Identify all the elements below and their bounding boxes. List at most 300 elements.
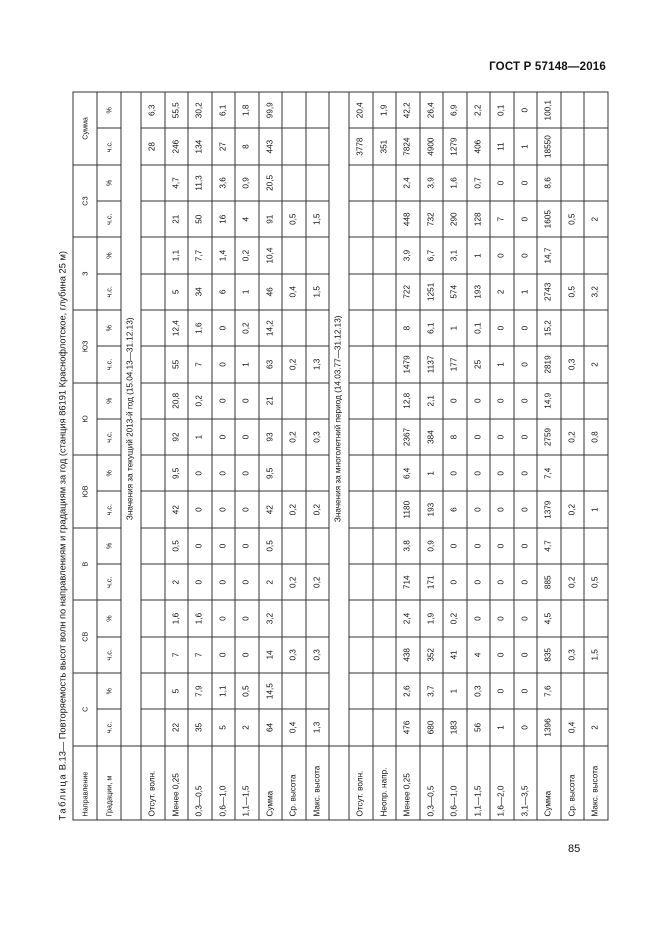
table-cell: 4,5: [537, 600, 561, 636]
table-cell: 56: [466, 709, 490, 745]
table-cell: [560, 128, 584, 164]
table-cell: 0,2: [235, 237, 259, 273]
table-cell: 438: [396, 636, 420, 672]
table-cell: [349, 709, 373, 745]
table-cell: 4: [466, 636, 490, 672]
table-cell: [372, 527, 396, 563]
table-cell: 1,6: [443, 164, 467, 200]
table-cell: 0: [513, 418, 537, 454]
table-cell: 5: [164, 672, 188, 708]
table-cell: 1,9: [372, 92, 396, 128]
direction-header: Ю: [73, 382, 97, 455]
table-cell: 3,9: [419, 164, 443, 200]
table-cell: 2,4: [396, 600, 420, 636]
table-cell: 3,6: [211, 164, 235, 200]
header-row-directions: [73, 92, 97, 820]
table-cell: 1279: [443, 128, 467, 164]
table-cell: [141, 672, 165, 708]
table-cell: [141, 237, 165, 273]
section-row: [329, 92, 349, 820]
table-cell: 0: [513, 382, 537, 418]
table-cell: 0: [466, 382, 490, 418]
table-cell: 1,3: [305, 346, 329, 382]
table-cell: 0: [211, 600, 235, 636]
table-cell: [349, 527, 373, 563]
table-cell: 0: [490, 418, 514, 454]
section-row: [121, 92, 141, 820]
table-cell: 1,6: [188, 309, 212, 345]
table-cell: 14,9: [537, 382, 561, 418]
table-cell: 0,3: [305, 636, 329, 672]
table-cell: 1: [490, 346, 514, 382]
table-cell: 6: [443, 491, 467, 527]
table-cell: 0: [235, 600, 259, 636]
corner-direction-label: Направление: [73, 745, 97, 819]
table-cell: [349, 672, 373, 708]
table-cell: 0,4: [282, 273, 306, 309]
table-cell: 0: [466, 564, 490, 600]
table-cell: 6,1: [211, 92, 235, 128]
subheader-count: ч.с.: [97, 273, 121, 309]
table-cell: 0: [235, 455, 259, 491]
table-cell: [372, 309, 396, 345]
table-cell: 0: [513, 709, 537, 745]
table-cell: 0,2: [282, 418, 306, 454]
table-cell: 1479: [396, 346, 420, 382]
table-cell: [141, 636, 165, 672]
table-cell: 4,7: [537, 527, 561, 563]
table-cell: 3,1: [443, 237, 467, 273]
table-row: [537, 92, 561, 820]
table-cell: 15,2: [537, 309, 561, 345]
table-cell: 0: [188, 491, 212, 527]
table-cell: 351: [372, 128, 396, 164]
direction-header: З: [73, 237, 97, 310]
table-cell: 0,1: [490, 92, 514, 128]
direction-header: ЮЗ: [73, 309, 97, 382]
subheader-count: ч.с.: [97, 418, 121, 454]
subheader-count: ч.с.: [97, 636, 121, 672]
page-number: 85: [568, 843, 581, 855]
table-cell: 10,4: [258, 237, 282, 273]
table-cell: 0,1: [466, 309, 490, 345]
table-cell: 0: [235, 418, 259, 454]
table-cell: 1,4: [211, 237, 235, 273]
table-cell: 2: [258, 564, 282, 600]
table-cell: 0: [490, 164, 514, 200]
table-cell: 0: [235, 527, 259, 563]
section-spacer: [329, 745, 349, 819]
row-label: Макс. высота: [584, 745, 608, 819]
table-cell: [305, 309, 329, 345]
table-cell: 9,5: [258, 455, 282, 491]
row-label: Сумма: [537, 745, 561, 819]
table-cell: 0,2: [305, 491, 329, 527]
table-cell: 0,5: [282, 201, 306, 237]
table-cell: [141, 564, 165, 600]
table-row: [490, 92, 514, 820]
caption-prefix: Таблица: [57, 772, 67, 820]
table-cell: [584, 600, 608, 636]
table-cell: [372, 600, 396, 636]
table-cell: 2: [490, 273, 514, 309]
table-cell: [141, 382, 165, 418]
table-cell: [349, 237, 373, 273]
table-cell: 0,2: [188, 382, 212, 418]
row-label: Сумма: [258, 745, 282, 819]
table-cell: 0: [466, 455, 490, 491]
table-row: [141, 92, 165, 820]
table-cell: [560, 455, 584, 491]
table-row: [372, 92, 396, 820]
table-cell: 7: [188, 636, 212, 672]
table-cell: 63: [258, 346, 282, 382]
table-cell: 55,5: [164, 92, 188, 128]
table-cell: [349, 455, 373, 491]
table-cell: 0: [211, 455, 235, 491]
table-cell: 0: [211, 491, 235, 527]
table-cell: 183: [443, 709, 467, 745]
table-cell: 1,1: [164, 237, 188, 273]
table-cell: 0,3: [560, 346, 584, 382]
table-cell: [282, 527, 306, 563]
table-cell: 3,2: [258, 600, 282, 636]
subheader-count: ч.с.: [97, 128, 121, 164]
table-cell: 27: [211, 128, 235, 164]
table-cell: [282, 382, 306, 418]
subheader-count: ч.с.: [97, 491, 121, 527]
table-cell: 12,4: [164, 309, 188, 345]
table-cell: [584, 164, 608, 200]
subheader-count: ч.с.: [97, 346, 121, 382]
table-cell: [584, 128, 608, 164]
table-cell: [372, 709, 396, 745]
row-label: 0,6—1,0: [211, 745, 235, 819]
table-cell: 5: [211, 709, 235, 745]
table-cell: 0: [513, 92, 537, 128]
table-cell: 0: [443, 527, 467, 563]
table-cell: 128: [466, 201, 490, 237]
table-cell: 0: [513, 237, 537, 273]
table-cell: 0,5: [235, 672, 259, 708]
table-cell: 177: [443, 346, 467, 382]
table-cell: 42: [258, 491, 282, 527]
table-cell: [141, 709, 165, 745]
row-label: 3,1—3,5: [513, 745, 537, 819]
table-cell: [305, 92, 329, 128]
table-cell: 2819: [537, 346, 561, 382]
table-cell: 290: [443, 201, 467, 237]
table-cell: 14,2: [258, 309, 282, 345]
section-spacer: [121, 745, 141, 819]
row-label: 1,1—1,5: [466, 745, 490, 819]
table-cell: 0,2: [282, 564, 306, 600]
table-cell: [372, 346, 396, 382]
table-cell: 8: [443, 418, 467, 454]
table-cell: 16: [211, 201, 235, 237]
table-cell: 1: [490, 709, 514, 745]
table-cell: 7,6: [537, 672, 561, 708]
table-cell: 3778: [349, 128, 373, 164]
table-cell: 0: [513, 672, 537, 708]
table-cell: [560, 382, 584, 418]
table-cell: 0: [513, 600, 537, 636]
table-cell: 1,5: [305, 273, 329, 309]
table-cell: [349, 201, 373, 237]
table-cell: [349, 309, 373, 345]
table-cell: 0,2: [560, 491, 584, 527]
table-cell: 0: [235, 636, 259, 672]
table-cell: 2: [584, 201, 608, 237]
table-row: [443, 92, 467, 820]
subheader-percent: %: [97, 382, 121, 418]
table-cell: 885: [537, 564, 561, 600]
table-cell: 99,9: [258, 92, 282, 128]
table-cell: 7: [490, 201, 514, 237]
table-row: [211, 92, 235, 820]
table-cell: [560, 92, 584, 128]
table-cell: 4900: [419, 128, 443, 164]
table-cell: [141, 455, 165, 491]
row-label: Неопр. напр.: [372, 745, 396, 819]
table-cell: 18550: [537, 128, 561, 164]
table-row: [560, 92, 584, 820]
table-cell: [282, 128, 306, 164]
table-row: [349, 92, 373, 820]
table-cell: [349, 164, 373, 200]
table-cell: 1379: [537, 491, 561, 527]
row-label: Отсут. волн.: [349, 745, 373, 819]
table-cell: [282, 672, 306, 708]
table-cell: [372, 491, 396, 527]
table-cell: [141, 491, 165, 527]
row-label: Отсут. волн.: [141, 745, 165, 819]
table-row: [305, 92, 329, 820]
table-cell: 406: [466, 128, 490, 164]
table-cell: 0: [490, 564, 514, 600]
table-cell: [372, 636, 396, 672]
table-cell: [372, 273, 396, 309]
table-cell: [141, 346, 165, 382]
table-cell: 7: [188, 346, 212, 382]
table-cell: 0: [490, 237, 514, 273]
table-row: [466, 92, 490, 820]
table-cell: [349, 346, 373, 382]
subheader-percent: %: [97, 92, 121, 128]
table-cell: 0,3: [305, 418, 329, 454]
table-cell: 0,8: [584, 418, 608, 454]
table-cell: 1137: [419, 346, 443, 382]
table-cell: 64: [258, 709, 282, 745]
table-row: [584, 92, 608, 820]
subheader-count: ч.с.: [97, 709, 121, 745]
table-cell: 55: [164, 346, 188, 382]
table-cell: 193: [419, 491, 443, 527]
table-cell: 6,9: [443, 92, 467, 128]
table-cell: [372, 237, 396, 273]
table-cell: [141, 600, 165, 636]
row-label: 1,6—2,0: [490, 745, 514, 819]
table-cell: 1,9: [419, 600, 443, 636]
table-cell: [349, 564, 373, 600]
table-cell: 2: [235, 709, 259, 745]
table-cell: 0: [490, 455, 514, 491]
table-cell: [305, 527, 329, 563]
table-cell: [584, 672, 608, 708]
table-cell: 1: [466, 237, 490, 273]
table-cell: [349, 418, 373, 454]
table-cell: [560, 237, 584, 273]
table-cell: 0: [513, 636, 537, 672]
caption-text: — Повторяемость высот волн по направлениям и градациям за год (станция 86191 Краснофлотское, глубина 25 м): [57, 250, 67, 751]
table-cell: 0,5: [258, 527, 282, 563]
table-cell: 171: [419, 564, 443, 600]
table-cell: 14,7: [537, 237, 561, 273]
table-caption: [55, 91, 69, 820]
table-cell: 11: [490, 128, 514, 164]
table-cell: 0: [211, 346, 235, 382]
table-row: [164, 92, 188, 820]
table-cell: 20,4: [349, 92, 373, 128]
table-cell: 1,6: [164, 600, 188, 636]
table-row: [235, 92, 259, 820]
table-cell: [305, 164, 329, 200]
table-cell: 0: [490, 527, 514, 563]
table-cell: [584, 527, 608, 563]
table-cell: 0: [513, 491, 537, 527]
subheader-percent: %: [97, 600, 121, 636]
table-cell: [372, 201, 396, 237]
table-cell: 680: [419, 709, 443, 745]
table-cell: 0,3: [560, 636, 584, 672]
row-label: Менее 0,25: [396, 745, 420, 819]
table-cell: 12,8: [396, 382, 420, 418]
table-cell: 0: [513, 346, 537, 382]
table-cell: 34: [188, 273, 212, 309]
table-cell: 0: [211, 527, 235, 563]
table-cell: [349, 491, 373, 527]
table-cell: [560, 527, 584, 563]
table-cell: 5: [164, 273, 188, 309]
wave-frequency-table: [72, 91, 608, 820]
table-cell: 0: [490, 600, 514, 636]
table-cell: 21: [258, 382, 282, 418]
table-cell: [305, 237, 329, 273]
table-cell: 246: [164, 128, 188, 164]
table-cell: 46: [258, 273, 282, 309]
table-cell: 11,3: [188, 164, 212, 200]
table-cell: 0,2: [235, 309, 259, 345]
table-cell: 0: [443, 455, 467, 491]
table-cell: 7,7: [188, 237, 212, 273]
table-cell: [282, 92, 306, 128]
table-cell: [560, 600, 584, 636]
table-cell: 42: [164, 491, 188, 527]
table-cell: 0: [490, 672, 514, 708]
table-cell: 1: [443, 672, 467, 708]
table-cell: 0: [211, 564, 235, 600]
table-cell: 1,5: [305, 201, 329, 237]
table-cell: 0,2: [560, 564, 584, 600]
table-cell: 0: [188, 564, 212, 600]
table-cell: [141, 309, 165, 345]
table-cell: 6,4: [396, 455, 420, 491]
table-cell: 0: [513, 309, 537, 345]
standard-number: ГОСТ Р 57148—2016: [489, 61, 606, 73]
table-cell: [141, 527, 165, 563]
table-cell: 6,3: [141, 92, 165, 128]
table-cell: 0: [466, 418, 490, 454]
table-cell: 574: [443, 273, 467, 309]
table-cell: 4,7: [164, 164, 188, 200]
table-cell: 0: [466, 491, 490, 527]
table-cell: 0,4: [282, 709, 306, 745]
table-cell: [560, 672, 584, 708]
table-row: [258, 92, 282, 820]
table-cell: 0: [211, 418, 235, 454]
table-cell: 0,2: [282, 346, 306, 382]
table-cell: [584, 237, 608, 273]
table-cell: 0,2: [282, 491, 306, 527]
table-cell: 2743: [537, 273, 561, 309]
subheader-percent: %: [97, 164, 121, 200]
header-row-units: [97, 92, 121, 820]
table-cell: 1251: [419, 273, 443, 309]
table-cell: 714: [396, 564, 420, 600]
table-cell: [372, 164, 396, 200]
subheader-percent: %: [97, 527, 121, 563]
table-cell: [584, 382, 608, 418]
direction-header: СЗ: [73, 164, 97, 237]
table-cell: 2759: [537, 418, 561, 454]
table-cell: [584, 92, 608, 128]
table-cell: [141, 201, 165, 237]
table-cell: 0: [490, 491, 514, 527]
table-cell: 6: [211, 273, 235, 309]
table-cell: 0: [490, 382, 514, 418]
table-cell: 732: [419, 201, 443, 237]
table-cell: 0,5: [164, 527, 188, 563]
table-cell: [372, 672, 396, 708]
row-label: Менее 0,25: [164, 745, 188, 819]
table-cell: 92: [164, 418, 188, 454]
section-title: Значения за многолетний период (14.03.77—31.12.13): [329, 92, 349, 746]
table-cell: [372, 418, 396, 454]
table-cell: 7,4: [537, 455, 561, 491]
table-cell: 3,7: [419, 672, 443, 708]
table-cell: 0,3: [466, 672, 490, 708]
table-cell: 50: [188, 201, 212, 237]
table-cell: 7: [164, 636, 188, 672]
table-row: [419, 92, 443, 820]
table-cell: 2,6: [396, 672, 420, 708]
table-cell: [141, 273, 165, 309]
table-cell: 448: [396, 201, 420, 237]
table-cell: 0,5: [560, 201, 584, 237]
table-cell: 7824: [396, 128, 420, 164]
table-cell: 8: [396, 309, 420, 345]
table-cell: [141, 164, 165, 200]
table-cell: 2: [584, 346, 608, 382]
row-label: 0,6—1,0: [443, 745, 467, 819]
table-cell: [584, 455, 608, 491]
table-cell: 1: [419, 455, 443, 491]
table-cell: 0: [235, 491, 259, 527]
table-cell: 835: [537, 636, 561, 672]
table-cell: 0: [443, 564, 467, 600]
table-cell: [560, 309, 584, 345]
direction-header: СВ: [73, 600, 97, 673]
